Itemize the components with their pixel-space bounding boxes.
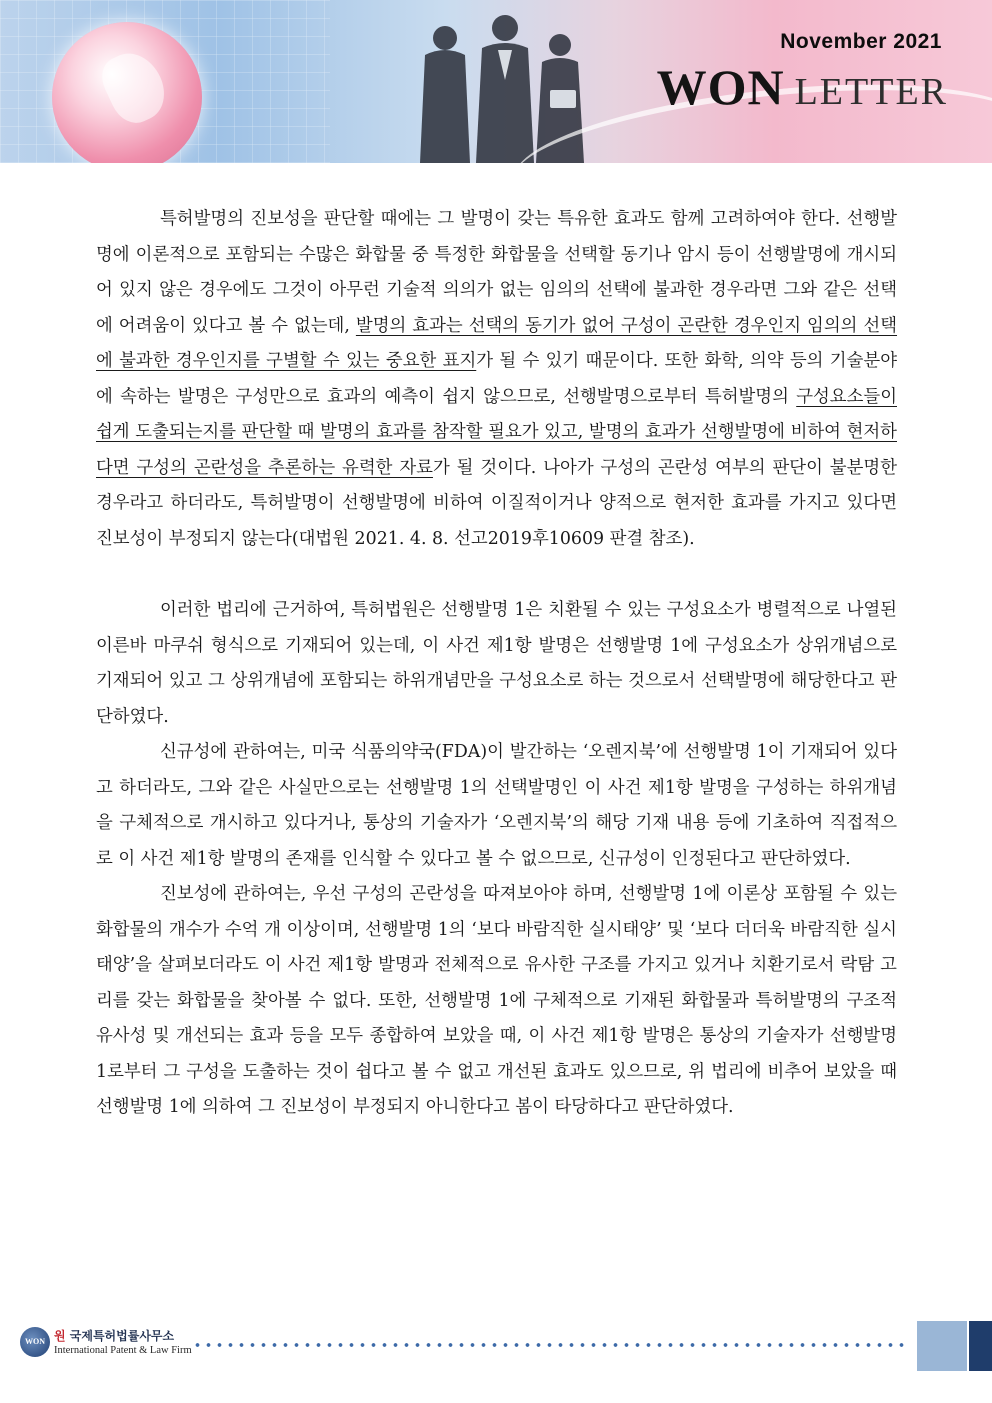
header-banner (0, 0, 992, 163)
won-logo-icon: WON (20, 1327, 50, 1357)
paragraph-text: 특허발명의 진보성을 판단할 때에는 그 발명이 갖는 특유한 효과도 함께 고려하여야 한다. 선행발명에 이론적으로 포함되는 수많은 화합물 중 특정한 화합물을 선택할 동기나 암시 등이 선행발명에 개시되어 있지 않은 경우에도 그것이 아무런 기술적 의의가 없는 임의의 선택에 불과한 경우라면 그와 같은 선택에 어려움이 있다고 볼 수 없는데, (96, 209, 897, 336)
footer-dotted-line (192, 1342, 904, 1348)
globe-illustration (52, 22, 202, 163)
footer-block-light (917, 1321, 967, 1371)
firm-name-korean-text: 국제특허법률사무소 (65, 1329, 175, 1343)
firm-name-korean (54, 1327, 174, 1344)
article-body (96, 202, 897, 1126)
firm-name-english: International Patent & Law Firm (54, 1345, 192, 1356)
brand-letter: LETTER (794, 71, 948, 113)
underlined-text: 구성요소들이 쉽게 도출되는지를 판단할 때 발명의 효과를 참작할 필요가 있고, 발명의 효과가 선행발명에 비하여 현저하다면 구성의 곤란성을 추론하는 유력한 자료 (96, 386, 897, 478)
firm-name-prefix: 원 (54, 1329, 66, 1343)
paragraph-court-finding: 이러한 법리에 근거하여, 특허법원은 선행발명 1은 치환될 수 있는 구성요소가 병렬적으로 나열된 이른바 마쿠쉬 형식으로 기재되어 있는데, 이 사건 제1항 발명은 선행발명 1에 구성요소가 상위개념으로 기재되어 있고 그 상위개념에 포함되는 하위개념만을 구성요소로 하는 것으로서 선택발명에 해당한다고 판단하였다. (96, 600, 897, 727)
paragraph-novelty: 신규성에 관하여는, 미국 식품의약국(FDA)이 발간하는 ‘오렌지북’에 선행발명 1이 기재되어 있다고 하더라도, 그와 같은 사실만으로는 선행발명 1의 선택발명인 이 사건 제1항 발명을 구성하는 하위개념을 구체적으로 개시하고 있다거나, 통상의 기술자가 ‘오렌지북’의 해당 기재 내용 등에 기초하여 직접적으로 이 사건 제1항 발명의 존재를 인식할 수 있다고 볼 수 없으므로, 신규성이 인정된다고 판단하였다. (96, 742, 897, 869)
footer-block-dark (969, 1321, 992, 1371)
issue-date: November 2021 (780, 30, 942, 53)
paragraph-text: 가 될 수 있기 때문이다. 또한 화학, 의약 등의 기술분야에 속하는 발명은 구성만으로 효과의 예측이 쉽지 않으므로, 선행발명으로부터 특허발명의 (96, 351, 897, 407)
paragraph-text: 가 될 것이다. 나아가 구성의 곤란성 여부의 판단이 불분명한 경우라고 하더라도, 특허발명이 선행발명에 비하여 이질적이거나 양적으로 현저한 효과를 가지고 있다면 진보성이 부정되지 않는다(대법원 2021. 4. 8. 선고2019후10609 판결 참조). (96, 457, 897, 549)
paragraph-inventive-step: 진보성에 관하여는, 우선 구성의 곤란성을 따져보아야 하며, 선행발명 1에 이론상 포함될 수 있는 화합물의 개수가 수억 개 이상이며, 선행발명 1의 ‘보다 바람직한 실시태양’ 및 ‘보다 더더욱 바람직한 실시태양’을 살펴보더라도 이 사건 제1항 발명과 전체적으로 유사한 구조를 가지고 있거나 치환기로서 락탐 고리를 갖는 화합물을 찾아볼 수 없다. 또한, 선행발명 1에 구체적으로 기재된 화합물과 특허발명의 구조적 유사성 및 개선되는 효과 등을 모두 종합하여 보았을 때, 이 사건 제1항 발명은 통상의 기술자가 선행발명 1로부터 그 구성을 도출하는 것이 쉽다고 볼 수 없고 개선된 효과도 있으므로, 위 법리에 비추어 보았을 때 선행발명 1에 의하여 그 진보성이 부정되지 아니한다고 봄이 타당하다고 판단하였다. (96, 884, 897, 1117)
underlined-text: 발명의 효과는 선택의 동기가 없어 구성이 곤란한 경우인지 임의의 선택에 불과한 경우인지를 구별할 수 있는 중요한 표지 (96, 315, 898, 371)
firm-logo (20, 1325, 210, 1365)
paragraph-spacer (96, 557, 897, 593)
brand-won: WON (656, 59, 785, 115)
paragraph-inventive-step-principle (96, 202, 897, 557)
newsletter-title (657, 58, 948, 116)
